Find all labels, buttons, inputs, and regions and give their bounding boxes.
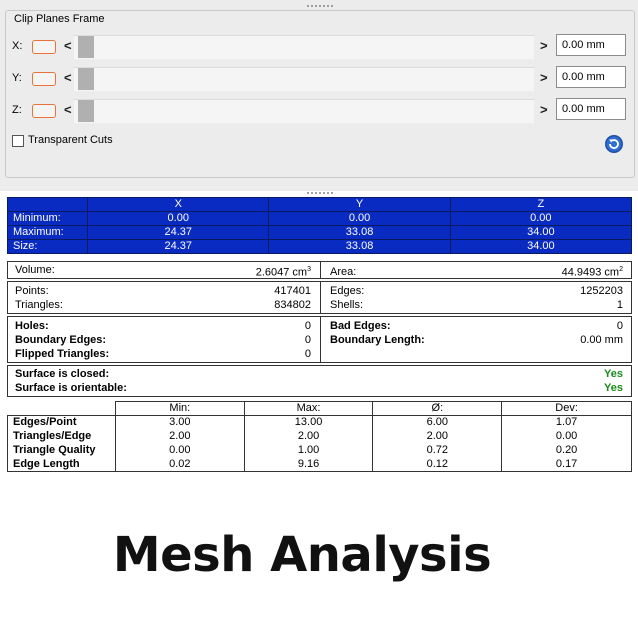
clip-toggle-z[interactable] <box>32 104 56 118</box>
reset-icon[interactable] <box>604 134 624 154</box>
stats-avg: 2.00 <box>373 430 502 444</box>
boundary-length-value: 0.00 mm <box>580 334 623 346</box>
flipped-triangles-label: Flipped Triangles: <box>15 348 110 360</box>
stats-header-dev: Dev: <box>502 402 632 416</box>
surface-closed-label: Surface is closed: <box>15 368 110 380</box>
volume-value: 2.6047 $cm^3$ <box>255 266 311 279</box>
stats-row <box>8 458 632 472</box>
bounds-value: 0.00 <box>88 212 269 226</box>
holes-value: 0 <box>304 320 311 332</box>
bounds-header-x: X <box>88 198 269 212</box>
clip-value-y[interactable]: 0.00 mm <box>556 66 626 88</box>
clip-value-z[interactable]: 0.00 mm <box>556 98 626 120</box>
bounds-header-row <box>8 198 632 212</box>
bounds-row-size <box>8 240 632 254</box>
clip-row-z <box>0 96 638 124</box>
defects-box <box>7 316 632 363</box>
stats-max: 9.16 <box>244 458 373 472</box>
stats-row-label: Edge Length <box>8 458 116 472</box>
bounds-value: 33.08 <box>269 240 450 254</box>
edges-label: Edges: <box>330 285 365 297</box>
area-label: Area: <box>330 266 357 278</box>
stats-min: 3.00 <box>115 416 244 430</box>
bad-edges-value: 0 <box>616 320 623 332</box>
bounds-value: 0.00 <box>269 212 450 226</box>
stats-header-min: Min: <box>115 402 244 416</box>
bounds-header-z: Z <box>450 198 631 212</box>
bounds-value: 34.00 <box>450 240 631 254</box>
stats-min: 0.02 <box>115 458 244 472</box>
area-value: 44.9493 $cm^2$ <box>561 266 623 279</box>
slider-right-z[interactable]: > <box>540 102 548 117</box>
surface-closed-value: Yes <box>604 368 623 380</box>
bad-edges-label: Bad Edges: <box>330 320 391 332</box>
bounds-header-y: Y <box>269 198 450 212</box>
volume-label: Volume: <box>15 264 55 276</box>
clip-row-x <box>0 32 638 60</box>
bounds-label: Size: <box>8 240 88 254</box>
stats-min: 0.00 <box>115 444 244 458</box>
bounds-header-blank <box>8 198 88 212</box>
clip-slider-z[interactable] <box>74 99 534 123</box>
holes-label: Holes: <box>15 320 49 332</box>
triangles-label: Triangles: <box>15 299 63 311</box>
shells-label: Shells: <box>330 299 364 311</box>
mesh-analysis-title: Mesh Analysis <box>112 527 492 583</box>
stats-row <box>8 444 632 458</box>
shells-value: 1 <box>616 299 623 311</box>
stats-header-row <box>8 402 632 416</box>
stats-header-blank <box>8 402 116 416</box>
stats-avg: 0.12 <box>373 458 502 472</box>
axis-label-y: Y: <box>12 72 22 84</box>
stats-dev: 0.00 <box>502 430 632 444</box>
axis-label-x: X: <box>12 40 23 52</box>
bounds-value: 33.08 <box>269 226 450 240</box>
transparent-cuts-label: Transparent Cuts <box>28 134 113 146</box>
slider-left-y[interactable]: < <box>64 70 72 85</box>
stats-dev: 0.20 <box>502 444 632 458</box>
top-resize-grip[interactable] <box>0 2 638 10</box>
slider-thumb-y[interactable] <box>78 68 94 90</box>
stats-dev: 1.07 <box>502 416 632 430</box>
stats-avg: 6.00 <box>373 416 502 430</box>
counts-box <box>7 281 632 314</box>
stats-dev: 0.17 <box>502 458 632 472</box>
points-value: 417401 <box>274 285 311 297</box>
axis-label-z: Z: <box>12 104 22 116</box>
stats-header-avg: Ø: <box>373 402 502 416</box>
slider-right-y[interactable]: > <box>540 70 548 85</box>
bounds-value: 24.37 <box>88 240 269 254</box>
clip-slider-y[interactable] <box>74 67 534 91</box>
bounds-row-maximum <box>8 226 632 240</box>
slider-thumb-x[interactable] <box>78 36 94 58</box>
flipped-triangles-value: 0 <box>304 348 311 360</box>
clip-toggle-y[interactable] <box>32 72 56 86</box>
triangles-value: 834802 <box>274 299 311 311</box>
bounds-row-minimum <box>8 212 632 226</box>
stats-header-max: Max: <box>244 402 373 416</box>
stats-max: 2.00 <box>244 430 373 444</box>
bounds-value: 34.00 <box>450 226 631 240</box>
bounds-label: Maximum: <box>8 226 88 240</box>
slider-thumb-z[interactable] <box>78 100 94 122</box>
bounds-value: 24.37 <box>88 226 269 240</box>
stats-row-label: Triangle Quality <box>8 444 116 458</box>
slider-left-z[interactable]: < <box>64 102 72 117</box>
surface-box <box>7 365 632 397</box>
clip-planes-panel <box>0 0 638 191</box>
edges-value: 1252203 <box>580 285 623 297</box>
boundary-length-label: Boundary Length: <box>330 334 425 346</box>
bottom-resize-grip[interactable] <box>0 189 638 197</box>
stats-max: 1.00 <box>244 444 373 458</box>
edge-statistics-table <box>7 401 632 472</box>
slider-right-x[interactable]: > <box>540 38 548 53</box>
clip-toggle-x[interactable] <box>32 40 56 54</box>
volume-area-box <box>7 261 632 279</box>
mesh-analysis-panel <box>0 191 638 638</box>
surface-orientable-value: Yes <box>604 382 623 394</box>
clip-row-y <box>0 64 638 92</box>
boundary-edges-value: 0 <box>304 334 311 346</box>
bounds-value: 0.00 <box>450 212 631 226</box>
clip-value-x[interactable]: 0.00 mm <box>556 34 626 56</box>
surface-orientable-label: Surface is orientable: <box>15 382 127 394</box>
stats-max: 13.00 <box>244 416 373 430</box>
stats-avg: 0.72 <box>373 444 502 458</box>
stats-row <box>8 430 632 444</box>
transparent-cuts-checkbox[interactable] <box>12 135 24 147</box>
clip-slider-x[interactable] <box>74 35 534 59</box>
stats-row-label: Edges/Point <box>8 416 116 430</box>
boundary-edges-label: Boundary Edges: <box>15 334 107 346</box>
clip-planes-frame-title: Clip Planes Frame <box>14 13 105 25</box>
stats-row <box>8 416 632 430</box>
stats-row-label: Triangles/Edge <box>8 430 116 444</box>
bounds-label: Minimum: <box>8 212 88 226</box>
points-label: Points: <box>15 285 49 297</box>
stats-min: 2.00 <box>115 430 244 444</box>
bounds-table <box>7 197 632 254</box>
slider-left-x[interactable]: < <box>64 38 72 53</box>
